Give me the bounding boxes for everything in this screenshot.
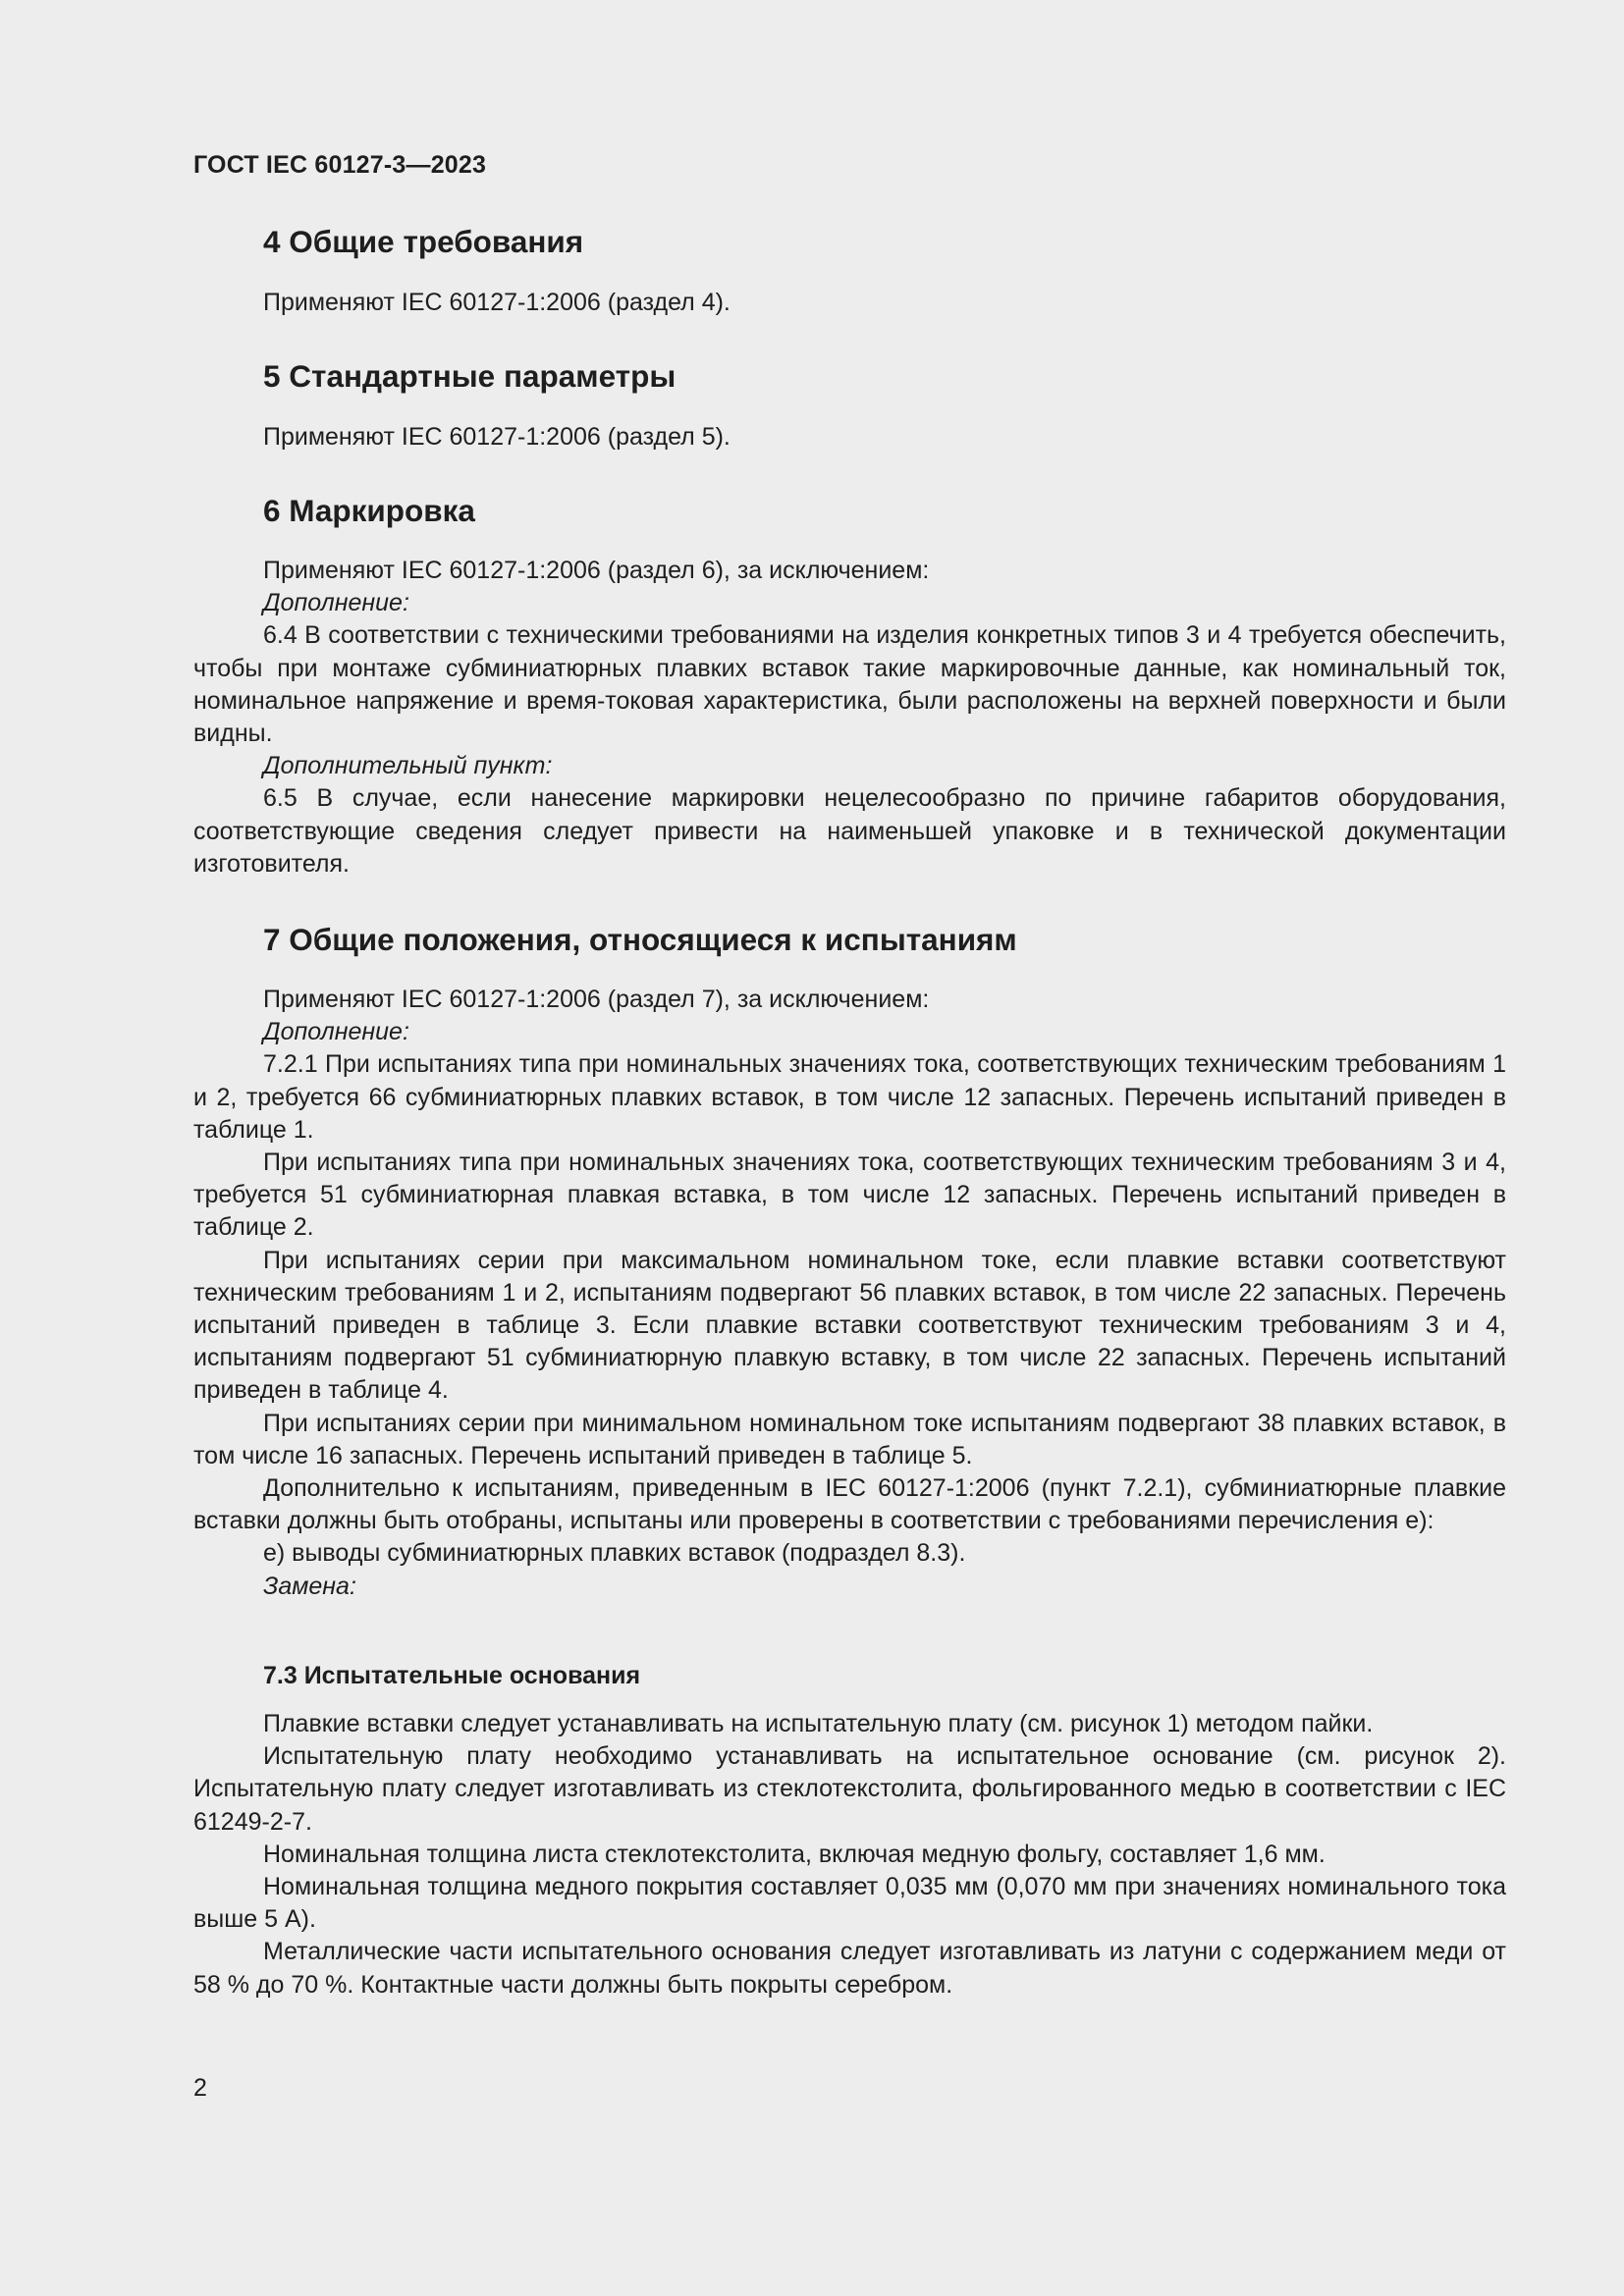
paragraph: Применяют IEC 60127-1:2006 (раздел 6), за исключением:	[263, 557, 930, 584]
paragraph: 6.4 В соответствии с техническими требованиями на изделия конкретных типов 3 и 4 требуется обеспечить, чтобы при монтаже субминиатюрных плавких вставок такие маркировочные данные, как номинальный ток, номинальное напряжение и время-токовая характеристика, были расположены на верхней поверхности и были видны.	[193, 621, 1506, 748]
page-number: 2	[193, 2074, 207, 2102]
paragraph: При испытаниях типа при номинальных значениях тока, соответствующих техническим требованиям 3 и 4, требуется 51 субминиатюрная плавкая вставка, в том числе 12 запасных. Перечень испытаний приведен в таблице 2.	[193, 1148, 1506, 1242]
section-6-body	[193, 555, 1506, 881]
section-5-heading: 5 Стандартные параметры	[263, 358, 677, 394]
paragraph: Применяют IEC 60127-1:2006 (раздел 7), за исключением:	[263, 986, 930, 1013]
addition-label: Дополнение:	[263, 589, 409, 617]
replacement-label: Замена:	[263, 1572, 356, 1600]
paragraph: При испытаниях серии при минимальном номинальном токе испытаниям подвергают 38 плавких вставок, в том числе 16 запасных. Перечень испытаний приведен в таблице 5.	[193, 1409, 1506, 1469]
paragraph: Металлические части испытательного основания следует изготавливать из латуни с содержанием меди от 58 % до 70 %. Контактные части должны быть покрыты серебром.	[193, 1938, 1506, 1999]
subsection-7-3-body	[193, 1708, 1506, 2002]
paragraph: Применяют IEC 60127-1:2006 (раздел 5).	[263, 423, 731, 451]
paragraph: Дополнительно к испытаниям, приведенным в IEC 60127-1:2006 (пункт 7.2.1), субминиатюрные плавкие вставки должны быть отобраны, испытаны или проверены в соответствии с требованиями перечисления e):	[193, 1474, 1506, 1535]
section-5-body	[193, 421, 1506, 454]
section-6-heading: 6 Маркировка	[263, 493, 475, 528]
paragraph: Плавкие вставки следует устанавливать на испытательную плату (см. рисунок 1) методом пайки.	[263, 1710, 1374, 1737]
paragraph: Номинальная толщина листа стеклотекстолита, включая медную фольгу, составляет 1,6 мм.	[263, 1840, 1326, 1868]
paragraph: Испытательную плату необходимо устанавливать на испытательное основание (см. рисунок 2). Испытательную плату следует изготавливать из стеклотекстолита, фольгированного медью в соответствии с IEC 61249-2-7.	[193, 1742, 1506, 1836]
list-item: e) выводы субминиатюрных плавких вставок (подраздел 8.3).	[263, 1539, 966, 1568]
paragraph: 7.2.1 При испытаниях типа при номинальных значениях тока, соответствующих техническим требованиям 1 и 2, требуется 66 субминиатюрных плавких вставок, в том числе 12 запасных. Перечень испытаний приведен в таблице 1.	[193, 1050, 1506, 1144]
subsection-7-3-heading: 7.3 Испытательные основания	[263, 1662, 641, 1689]
paragraph: Номинальная толщина медного покрытия составляет 0,035 мм (0,070 мм при значениях номинального тока выше 5 А).	[193, 1873, 1506, 1934]
section-4-body	[193, 287, 1506, 319]
section-4-heading: 4 Общие требования	[263, 224, 584, 259]
additional-clause-label: Дополнительный пункт:	[263, 752, 553, 780]
section-7-body	[193, 984, 1506, 1603]
addition-label: Дополнение:	[263, 1018, 409, 1046]
paragraph: Применяют IEC 60127-1:2006 (раздел 4).	[263, 289, 731, 316]
section-7-heading: 7 Общие положения, относящиеся к испытаниям	[263, 922, 1017, 957]
document-id: ГОСТ IEC 60127-3—2023	[193, 151, 487, 179]
paragraph: 6.5 В случае, если нанесение маркировки нецелесообразно по причине габаритов оборудования, соответствующие сведения следует привести на наименьшей упаковке и в технической документации изготовителя.	[193, 784, 1506, 878]
paragraph: При испытаниях серии при максимальном номинальном токе, если плавкие вставки соответствуют техническим требованиям 1 и 2, испытаниям подвергают 56 плавких вставок, в том числе 22 запасных. Перечень испытаний приведен в таблице 3. Если плавкие вставки соответствуют техническим требованиям 3 и 4, испытаниям подвергают 51 субминиатюрную плавкую вставку, в том числе 22 запасных. Перечень испытаний приведен в таблице 4.	[193, 1246, 1506, 1405]
